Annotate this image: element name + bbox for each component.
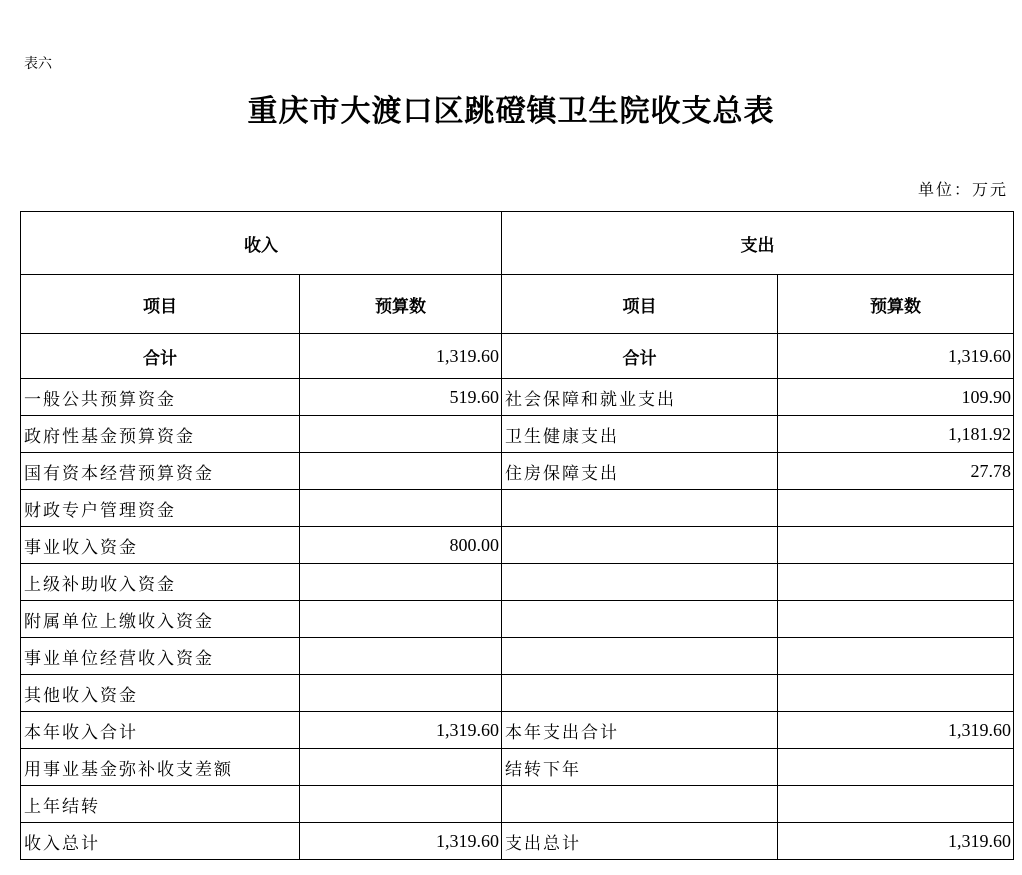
expense-item-cell	[502, 786, 778, 823]
expense-item-header: 项目	[502, 275, 778, 334]
income-budget-header: 预算数	[300, 275, 502, 334]
income-amount-cell: 1,319.60	[300, 334, 502, 379]
expense-amount-cell: 109.90	[778, 379, 1014, 416]
table-row	[21, 749, 1014, 786]
income-amount-cell	[300, 490, 502, 527]
expense-amount-cell: 1,319.60	[778, 334, 1014, 379]
income-item-cell: 政府性基金预算资金	[21, 416, 300, 453]
table-row	[21, 564, 1014, 601]
table-row	[21, 453, 1014, 490]
expense-item-cell: 住房保障支出	[502, 453, 778, 490]
income-amount-cell: 800.00	[300, 527, 502, 564]
group-header-row	[21, 212, 1014, 275]
expense-item-cell: 卫生健康支出	[502, 416, 778, 453]
expense-item-cell: 支出总计	[502, 823, 778, 860]
expense-amount-cell	[778, 601, 1014, 638]
income-item-cell: 上级补助收入资金	[21, 564, 300, 601]
table-row	[21, 675, 1014, 712]
income-item-cell: 其他收入资金	[21, 675, 300, 712]
income-item-cell: 国有资本经营预算资金	[21, 453, 300, 490]
table-row	[21, 638, 1014, 675]
income-item-cell: 事业单位经营收入资金	[21, 638, 300, 675]
income-item-cell: 用事业基金弥补收支差额	[21, 749, 300, 786]
expense-item-cell	[502, 564, 778, 601]
expense-item-cell	[502, 601, 778, 638]
income-amount-cell: 1,319.60	[300, 712, 502, 749]
table-row	[21, 823, 1014, 860]
table-row	[21, 379, 1014, 416]
income-item-header: 项目	[21, 275, 300, 334]
expense-item-cell: 合计	[502, 334, 778, 379]
income-amount-cell	[300, 675, 502, 712]
income-amount-cell	[300, 786, 502, 823]
table-row	[21, 601, 1014, 638]
unit-label: 单位：万元	[917, 180, 1008, 199]
expense-amount-cell	[778, 527, 1014, 564]
expense-group-header: 支出	[502, 212, 1014, 275]
table-row	[21, 527, 1014, 564]
income-amount-cell	[300, 416, 502, 453]
expense-item-cell	[502, 638, 778, 675]
income-amount-cell	[300, 453, 502, 490]
budget-table	[20, 211, 1014, 860]
income-item-cell: 一般公共预算资金	[21, 379, 300, 416]
expense-item-cell: 结转下年	[502, 749, 778, 786]
income-item-cell: 财政专户管理资金	[21, 490, 300, 527]
expense-amount-cell: 1,319.60	[778, 712, 1014, 749]
income-item-cell: 附属单位上缴收入资金	[21, 601, 300, 638]
expense-amount-cell: 1,181.92	[778, 416, 1014, 453]
expense-item-cell: 本年支出合计	[502, 712, 778, 749]
expense-amount-cell	[778, 638, 1014, 675]
income-item-cell: 事业收入资金	[21, 527, 300, 564]
table-label: 表六	[24, 56, 52, 72]
expense-item-cell	[502, 527, 778, 564]
expense-item-cell: 社会保障和就业支出	[502, 379, 778, 416]
income-amount-cell: 519.60	[300, 379, 502, 416]
expense-budget-header: 预算数	[778, 275, 1014, 334]
income-item-cell: 合计	[21, 334, 300, 379]
expense-amount-cell	[778, 675, 1014, 712]
table-body	[21, 212, 1014, 860]
income-item-cell: 本年收入合计	[21, 712, 300, 749]
expense-amount-cell: 27.78	[778, 453, 1014, 490]
column-header-row	[21, 275, 1014, 334]
table-row	[21, 786, 1014, 823]
total-row	[21, 334, 1014, 379]
table-row	[21, 416, 1014, 453]
income-amount-cell: 1,319.60	[300, 823, 502, 860]
expense-item-cell	[502, 490, 778, 527]
income-item-cell: 收入总计	[21, 823, 300, 860]
expense-item-cell	[502, 675, 778, 712]
income-amount-cell	[300, 638, 502, 675]
income-amount-cell	[300, 564, 502, 601]
income-item-cell: 上年结转	[21, 786, 300, 823]
expense-amount-cell	[778, 490, 1014, 527]
table-row	[21, 490, 1014, 527]
table-row	[21, 712, 1014, 749]
page-title: 重庆市大渡口区跳磴镇卫生院收支总表	[247, 94, 775, 129]
expense-amount-cell	[778, 786, 1014, 823]
income-amount-cell	[300, 749, 502, 786]
income-group-header: 收入	[21, 212, 502, 275]
expense-amount-cell	[778, 564, 1014, 601]
expense-amount-cell: 1,319.60	[778, 823, 1014, 860]
income-amount-cell	[300, 601, 502, 638]
expense-amount-cell	[778, 749, 1014, 786]
